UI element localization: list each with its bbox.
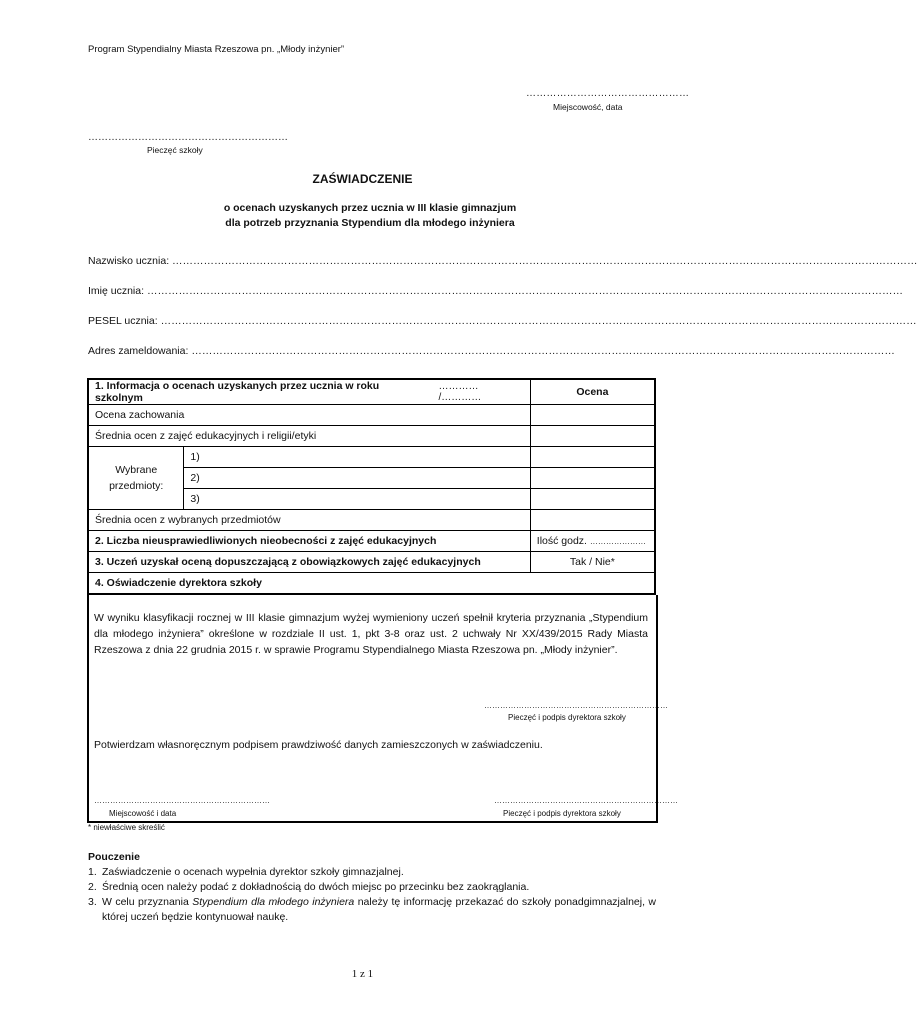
chosen-subjects-label: Wybrane przedmioty: (88, 447, 184, 510)
place-date-label: Miejscowość, data (553, 102, 623, 112)
table-row (88, 426, 655, 447)
statement-text: W wyniku klasyfikacji rocznej w III klasie gimnazjum wyżej wymieniony uczeń spełnił kryteria przyznania „Stypendium dla młodego inżyniera” określone w rozdziale II ust. 1, pkt 3-8 oraz ust. 2 uchwały Nr XX/439/2015 Rady Miasta Rzeszowa z dnia 22 grudnia 2015 r. w sprawie Programu Stypendialnego Miasta Rzeszowa pn. „Młody inżynier”. (94, 612, 648, 656)
program-header: Program Stypendialny Miasta Rzeszowa pn. „Młody inżynier” (88, 44, 345, 55)
chosen-subject-1[interactable]: 1) (184, 447, 530, 468)
hours-dots: ………………… (589, 537, 646, 546)
behavior-grade-cell[interactable] (530, 405, 655, 426)
item-number: 3. (88, 896, 97, 908)
pesel-label: PESEL ucznia: (88, 315, 161, 327)
table-row (88, 573, 655, 595)
document-title: ZAŚWIADCZENIE (312, 172, 413, 186)
behavior-label: Ocena zachowania (88, 405, 530, 426)
item-text-pre: W celu przyznania (102, 896, 193, 908)
list-item (88, 865, 656, 880)
item-number: 2. (88, 881, 97, 893)
chosen-subject-3-grade[interactable] (530, 489, 655, 510)
surname-label: Nazwisko ucznia: (88, 255, 173, 267)
chosen-subject-1-grade[interactable] (530, 447, 655, 468)
grade-header: Ocena (530, 379, 655, 405)
document-subtitle-1: o ocenach uzyskanych przez ucznia w III klasie gimnazjum (223, 202, 517, 214)
avg-chosen-label: Średnia ocen z wybranych przedmiotów (88, 510, 530, 531)
director-signature-label-1: Pieczęć i podpis dyrektora szkoły (508, 713, 626, 722)
avg-chosen-grade-cell[interactable] (530, 510, 655, 531)
section4-label: 4. Oświadczenie dyrektora szkoły (88, 573, 655, 595)
surname-dots: …………………………………………………………………………………………………………………………………………………………………………………………… (172, 255, 918, 267)
item-text: Zaświadczenie o ocenach wypełnia dyrektor szkoły gimnazjalnej. (102, 866, 404, 878)
section2-label: 2. Liczba nieusprawiedliwionych nieobecności z zajęć edukacyjnych (88, 531, 530, 552)
yes-no-choice[interactable]: Tak / Nie* (530, 552, 655, 573)
director-signature-label-2: Pieczęć i podpis dyrektora szkoły (503, 809, 621, 818)
firstname-dots: ……………………………………………………………………………………………………………………………………………………………………………………………… (146, 285, 903, 297)
item-text-emphasis: Stypendium dla młodego inżyniera (192, 896, 355, 908)
pesel-field[interactable] (88, 315, 917, 327)
chosen-subject-3[interactable]: 3) (184, 489, 530, 510)
chosen-subject-2-grade[interactable] (530, 468, 655, 489)
avg-edu-label: Średnia ocen z zajęć edukacyjnych i religii/etyki (88, 426, 530, 447)
chosen-subject-2[interactable]: 2) (184, 468, 530, 489)
table-row (88, 531, 655, 552)
address-dots: ………………………………………………………………………………………………………………………………………………………………………………… (191, 345, 895, 357)
pesel-dots: ……………………………………………………………………………………………………………………………………………………………………………………………… (160, 315, 917, 327)
school-year-input[interactable]: ………… /………… (433, 379, 531, 405)
avg-edu-grade-cell[interactable] (530, 426, 655, 447)
hours-label: Ilość godz. (536, 535, 590, 547)
instructions-list (88, 865, 656, 925)
school-stamp-label: Pieczęć szkoły (147, 145, 203, 155)
page-number: 1 z 1 (351, 968, 374, 980)
director-signature-line-1[interactable]: …………………………………………………………… (484, 701, 668, 710)
table-row (88, 405, 655, 426)
place-date-signature-label: Miejscowość i data (109, 809, 177, 818)
table-row (88, 447, 655, 468)
footnote: * niewłaściwe skreślić (88, 823, 165, 832)
table-row (88, 510, 655, 531)
firstname-label: Imię ucznia: (88, 285, 147, 297)
table-row (88, 552, 655, 573)
section1-header: 1. Informacja o ocenach uzyskanych przez ucznia w roku szkolnym (88, 379, 433, 405)
school-stamp-line: …………………………………………………… (88, 132, 288, 143)
confirmation-text: Potwierdzam własnoręcznym podpisem prawdziwość danych zamieszczonych w zaświadczeniu. (94, 739, 543, 751)
item-text-post: należy tę informację przekazać do szkoły ponadgimnazjalnej, w której uczeń będzie kontynuował naukę. (102, 896, 657, 923)
firstname-field[interactable] (88, 285, 903, 297)
instructions-title: Pouczenie (88, 851, 140, 863)
table-row (88, 379, 655, 405)
address-label: Adres zameldowania: (88, 345, 192, 357)
absence-hours-cell[interactable] (530, 531, 655, 552)
list-item (88, 880, 656, 895)
place-date-signature-line[interactable]: ………………………………………………………… (94, 796, 270, 805)
place-date-line: ………………………………………… (526, 88, 690, 99)
item-text: Średnią ocen należy podać z dokładnością do dwóch miejsc po przecinku bez zaokrąglania. (102, 881, 530, 893)
director-signature-line-2[interactable]: …………………………………………………………… (494, 796, 678, 805)
surname-field[interactable] (88, 255, 918, 267)
address-field[interactable] (88, 345, 895, 357)
list-item (88, 895, 656, 925)
section3-label: 3. Uczeń uzyskał oceną dopuszczającą z obowiązkowych zajęć edukacyjnych (88, 552, 530, 573)
grades-table (87, 378, 656, 595)
item-number: 1. (88, 866, 97, 878)
document-subtitle-2: dla potrzeb przyznania Stypendium dla młodego inżyniera (225, 217, 515, 229)
